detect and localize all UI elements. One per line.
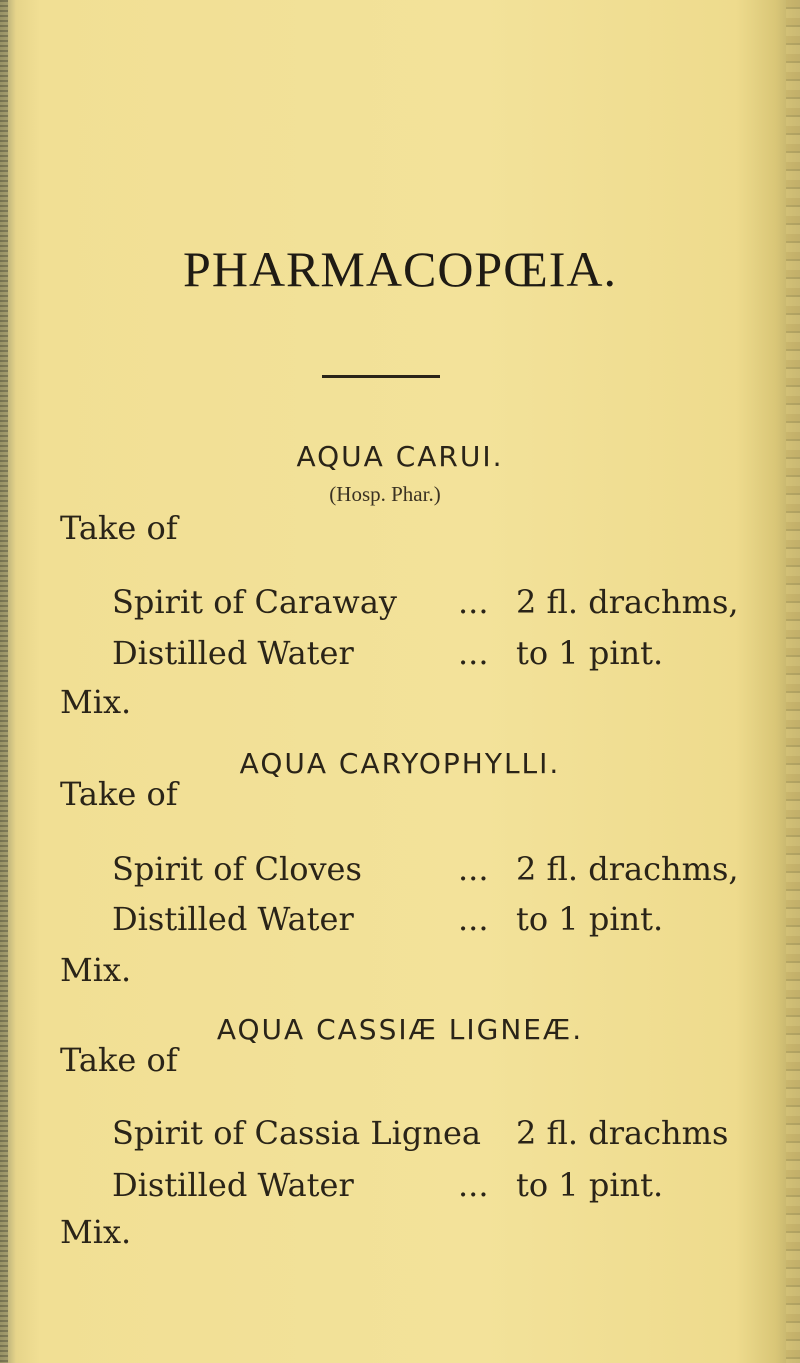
mix-label: Mix.: [60, 683, 132, 721]
ingredient-quantity: to 1 pint.: [516, 634, 664, 672]
ingredient-name: Distilled Water: [112, 634, 354, 672]
section-heading-aqua-carui: AQUA CARUI.: [296, 440, 504, 473]
ingredient-quantity: 2 fl. drachms: [516, 1114, 729, 1152]
title-rule-divider: [322, 375, 440, 378]
ingredient-quantity: to 1 pint.: [516, 900, 664, 938]
ingredient-row: [0, 634, 800, 684]
ingredient-name: Spirit of Cloves: [112, 850, 362, 888]
mix-label: Mix.: [60, 951, 132, 989]
ingredient-name: Distilled Water: [112, 900, 354, 938]
ingredient-row: [0, 1114, 800, 1164]
ingredient-quantity: 2 fl. drachms,: [516, 850, 739, 888]
section-heading-aqua-cassiae-ligneae: AQUA CASSIÆ LIGNEÆ.: [216, 1013, 584, 1046]
ingredient-name: Spirit of Cassia Lignea: [112, 1114, 481, 1152]
ingredient-leader: ...: [458, 1166, 489, 1204]
ingredient-row: [0, 1166, 800, 1216]
mix-label: Mix.: [60, 1213, 132, 1251]
ingredient-row: [0, 850, 800, 900]
section-heading-aqua-caryophylli: AQUA CARYOPHYLLI.: [239, 747, 561, 780]
ingredient-name: Spirit of Caraway: [112, 583, 397, 621]
take-of-label: Take of: [60, 1041, 178, 1079]
section-source-note: (Hosp. Phar.): [329, 482, 441, 506]
page-title: PHARMACOPŒIA.: [183, 241, 617, 297]
ingredient-leader: ...: [458, 900, 489, 938]
ingredient-name: Distilled Water: [112, 1166, 354, 1204]
ingredient-leader: ...: [458, 583, 489, 621]
ingredient-quantity: 2 fl. drachms,: [516, 583, 739, 621]
ingredient-row: [0, 583, 800, 633]
ingredient-leader: ...: [458, 850, 489, 888]
ingredient-row: [0, 900, 800, 950]
ingredient-quantity: to 1 pint.: [516, 1166, 664, 1204]
take-of-label: Take of: [60, 509, 178, 547]
take-of-label: Take of: [60, 775, 178, 813]
ingredient-leader: ...: [458, 634, 489, 672]
